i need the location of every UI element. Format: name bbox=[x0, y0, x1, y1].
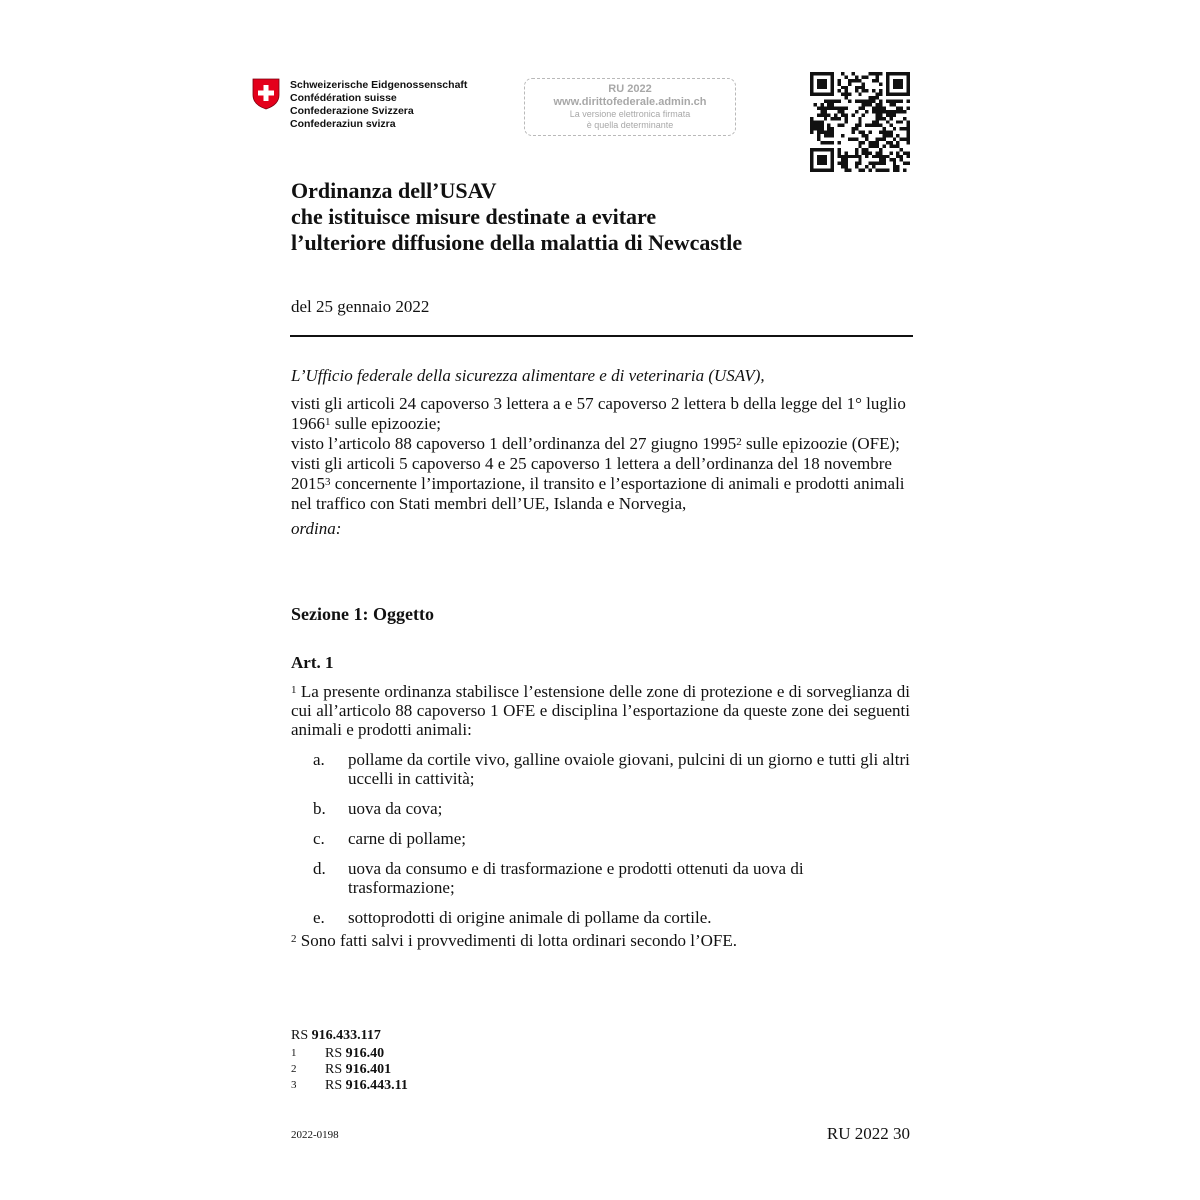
confederation-names bbox=[290, 79, 467, 131]
stamp-note-2: è quella determinante bbox=[586, 120, 674, 130]
paragraph-2-text: Sono fatti salvi i provvedimenti di lotta ordinari secondo l’OFE. bbox=[300, 931, 738, 950]
rs-number[interactable]: 916.433.117 bbox=[311, 1028, 381, 1043]
list-item-letter: c. bbox=[313, 829, 325, 848]
list-item-letter: b. bbox=[313, 799, 326, 818]
article-paragraph-2 bbox=[291, 931, 910, 950]
paragraph-1-text: La presente ordinanza stabilisce l’estensione delle zone di protezione e di sorveglianza di cui all’articolo 88 capoverso 1 OFE e disciplina l’esportazione da queste zone dei seguenti animali e prodotti animali: bbox=[291, 682, 910, 739]
legal-basis-1 bbox=[291, 394, 913, 434]
electronic-version-stamp bbox=[524, 78, 736, 136]
list-item bbox=[291, 829, 910, 848]
list-item-text: carne di pollame; bbox=[348, 829, 467, 848]
list-item bbox=[291, 859, 910, 897]
rs-prefix: RS bbox=[291, 1028, 309, 1043]
qr-code-icon[interactable] bbox=[810, 72, 910, 172]
list-item bbox=[291, 799, 910, 818]
animal-products-list bbox=[291, 750, 910, 938]
legal-basis-3-text: visti gli articoli 5 capoverso 4 e 25 capoverso 1 lettera a dell’ordinanza del 18 novembre 2015 bbox=[291, 454, 892, 493]
article-paragraph-1 bbox=[291, 682, 910, 739]
legal-basis-2 bbox=[291, 434, 913, 454]
footnote-1 bbox=[291, 1046, 408, 1062]
list-item-text: pollame da cortile vivo, galline ovaiole giovani, pulcini di un giorno e tutti gli altri uccelli in cattività; bbox=[348, 750, 910, 788]
article-heading: Art. 1 bbox=[291, 653, 334, 672]
ordinance-date: del 25 gennaio 2022 bbox=[291, 297, 430, 316]
list-item-text: uova da cova; bbox=[348, 799, 443, 818]
legal-basis-3 bbox=[291, 454, 913, 514]
footnote-prefix: RS bbox=[325, 1062, 343, 1077]
document-number: 2022-0198 bbox=[291, 1129, 339, 1141]
footnote-ref-link[interactable]: 916.401 bbox=[345, 1062, 392, 1077]
preamble bbox=[291, 366, 913, 539]
footnote-ref-1[interactable]: 1 bbox=[325, 416, 331, 428]
footnote-ref-link[interactable]: 916.40 bbox=[345, 1046, 385, 1061]
list-item-letter: a. bbox=[313, 750, 325, 769]
footnote-number: 3 bbox=[291, 1079, 297, 1091]
title-line-1: Ordinanza dell’USAV bbox=[291, 178, 497, 203]
footnote-number: 1 bbox=[291, 1047, 297, 1059]
stamp-note-1: La versione elettronica firmata bbox=[569, 109, 691, 119]
legal-basis-2-tail: sulle epizoozie (OFE); bbox=[741, 434, 900, 453]
list-item-text: sottoprodotti di origine animale di pollame da cortile. bbox=[348, 908, 712, 927]
ru-reference: RU 2022 30 bbox=[826, 1124, 910, 1143]
list-item-text: uova da consumo e di trasformazione e prodotti ottenuti da uova di trasformazione; bbox=[348, 859, 804, 897]
issuing-authority: L’Ufficio federale della sicurezza alimentare e di veterinaria (USAV), bbox=[291, 366, 765, 385]
legal-basis-2-text: visto l’articolo 88 capoverso 1 dell’ordinanza del 27 giugno 1995 bbox=[291, 434, 737, 453]
paragraph-number-1: 1 bbox=[291, 684, 297, 696]
section-heading: Sezione 1: Oggetto bbox=[291, 604, 434, 624]
footnote-3 bbox=[291, 1078, 408, 1094]
footnote-prefix: RS bbox=[325, 1078, 343, 1093]
footnote-prefix: RS bbox=[325, 1046, 343, 1061]
title-divider bbox=[290, 335, 913, 337]
footnote-ref-3[interactable]: 3 bbox=[325, 476, 331, 488]
title-line-3: l’ulteriore diffusione della malattia di Newcastle bbox=[291, 230, 743, 255]
footnote-ref-link[interactable]: 916.443.11 bbox=[345, 1078, 408, 1093]
list-item-letter: d. bbox=[313, 859, 326, 878]
confederation-name-fr: Confédération suisse bbox=[290, 92, 397, 104]
confederation-name-rm: Confederaziun svizra bbox=[290, 118, 396, 130]
title-line-2: che istituisce misure destinate a evitare bbox=[291, 204, 657, 229]
footnote-number: 2 bbox=[291, 1063, 297, 1075]
footnote-2 bbox=[291, 1062, 408, 1078]
footnotes bbox=[291, 1046, 408, 1094]
list-item bbox=[291, 908, 910, 927]
stamp-ru: RU 2022 bbox=[608, 83, 652, 95]
list-item bbox=[291, 750, 910, 788]
page-title bbox=[291, 178, 742, 256]
legal-basis-1-tail: sulle epizoozie; bbox=[330, 414, 441, 433]
confederation-name-it: Confederazione Svizzera bbox=[290, 105, 414, 117]
paragraph-number-2: 2 bbox=[291, 933, 297, 945]
swiss-cross-shield-icon bbox=[252, 78, 280, 110]
list-item-letter: e. bbox=[313, 908, 325, 927]
systematic-number bbox=[291, 1028, 381, 1044]
legal-basis-3-tail: concernente l’importazione, il transito e l’esportazione di animali e prodotti animali nel traffico con Stati membri dell’UE, Islanda e Norvegia, bbox=[291, 474, 905, 513]
ordina: ordina: bbox=[291, 519, 342, 538]
legal-basis-1-text: visti gli articoli 24 capoverso 3 lettera a e 57 capoverso 2 lettera b della legge del 1° luglio 1966 bbox=[291, 394, 906, 433]
footnote-ref-2[interactable]: 2 bbox=[736, 436, 742, 448]
confederation-name-de: Schweizerische Eidgenossenschaft bbox=[290, 79, 468, 91]
stamp-url[interactable]: www.dirittofederale.admin.ch bbox=[553, 96, 707, 108]
